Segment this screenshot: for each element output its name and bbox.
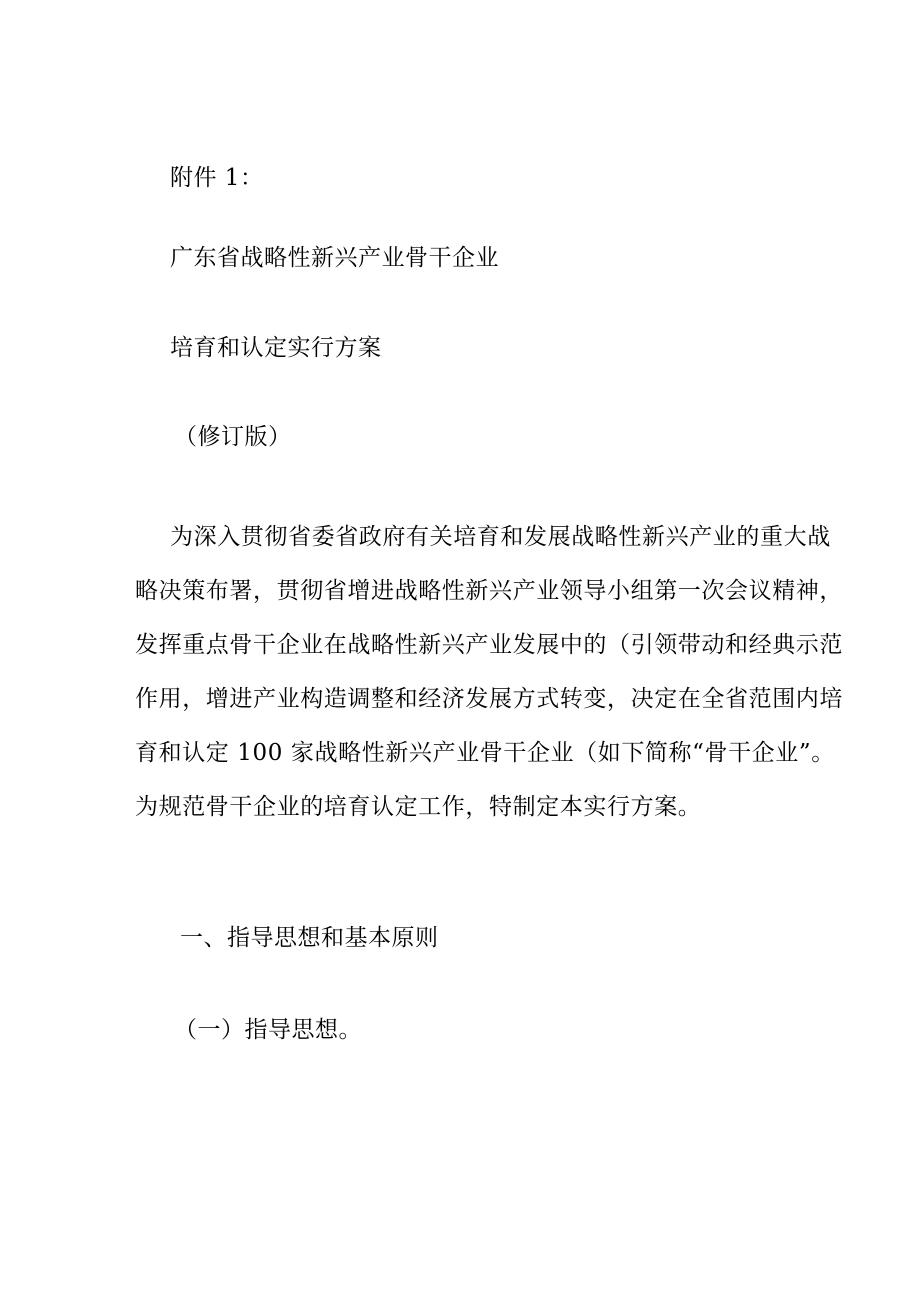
intro-line: 发挥重点骨干企业在战略性新兴产业发展中的（引领带动和经典示范 xyxy=(135,632,843,658)
document-title-line-2: 培育和认定实行方案 xyxy=(170,335,382,361)
intro-line: 为深入贯彻省委省政府有关培育和发展战略性新兴产业的重大战 xyxy=(170,524,831,550)
revision-label: （修订版） xyxy=(174,424,292,450)
intro-paragraph xyxy=(135,510,843,834)
attachment-label: 附件 1： xyxy=(170,165,264,191)
intro-line: 略决策布署，贯彻省增进战略性新兴产业领导小组第一次会议精神， xyxy=(135,578,843,604)
section-heading: 一、指导思想和基本原则 xyxy=(180,925,439,951)
intro-line: 育和认定 100 家战略性新兴产业骨干企业（如下简称“骨干企业”。 xyxy=(135,740,835,766)
document-title-line-1: 广东省战略性新兴产业骨干企业 xyxy=(170,245,499,271)
intro-line: 为规范骨干企业的培育认定工作，特制定本实行方案。 xyxy=(135,794,702,820)
subsection-heading: （一）指导思想。 xyxy=(174,1017,362,1043)
intro-line: 作用，增进产业构造调整和经济发展方式转变，决定在全省范围内培 xyxy=(135,686,843,712)
